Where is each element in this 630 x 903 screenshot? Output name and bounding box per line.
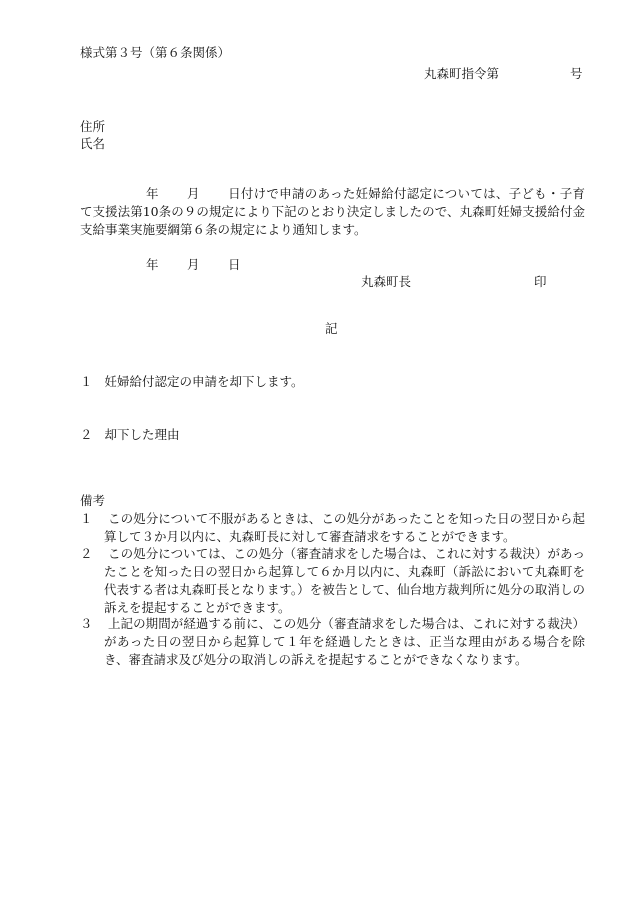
intro-body: 日付けで申請のあった妊婦給付認定については、子ども・子育て支援法第10条の９の規定により下記のとおり決定しましたので、丸森町妊婦支援給付金支給事業実施要綱第６条の規定により通知します。 xyxy=(80,186,585,237)
remark-note-1 xyxy=(80,510,585,546)
form-label: 様式第３号（第６条関係） xyxy=(80,45,231,60)
remark-row xyxy=(80,615,585,669)
date-year: 年 xyxy=(146,257,159,272)
remarks-heading: 備考 xyxy=(80,493,106,508)
remark-text: この処分については、この処分（審査請求をした場合は、これに対する裁決）があったことを知った日の翌日から起算して６か月以内に、丸森町（訴訟において丸森町を代表する者は丸森町長となります。）を被告として、仙台地方裁判所に処分の取消しの訴えを提起することができます。 xyxy=(104,546,585,615)
remark-text: 上記の期間が経過する前に、この処分（審査請求をした場合は、これに対する裁決）があった日の翌日から起算して１年を経過したときは、正当な理由がある場合を除き、審査請求及び処分の取消しの訴えを提起することができなくなります。 xyxy=(104,616,585,667)
item-number: ２ xyxy=(80,427,93,442)
item-2 xyxy=(80,426,180,444)
remark-number: ３ xyxy=(80,616,93,631)
date-day: 日 xyxy=(228,257,241,272)
remark-number: １ xyxy=(80,511,93,526)
remark-text: この処分について不服があるときは、この処分があったことを知った日の翌日から起算して３か月以内に、丸森町長に対して審査請求をすることができます。 xyxy=(104,511,585,544)
seal-mark: 印 xyxy=(534,274,547,289)
item-number: １ xyxy=(80,374,93,389)
item-text: 却下した理由 xyxy=(104,427,180,442)
notice-number-prefix: 丸森町指令第 xyxy=(424,66,500,81)
item-text: 妊婦給付認定の申請を却下します。 xyxy=(104,374,304,389)
remark-number: ２ xyxy=(80,546,93,561)
remark-note-3 xyxy=(80,615,585,669)
remark-row xyxy=(80,545,585,617)
date-month: 月 xyxy=(187,257,200,272)
intro-paragraph xyxy=(80,185,585,239)
remark-note-2 xyxy=(80,545,585,617)
remark-row xyxy=(80,510,585,546)
name-label: 氏名 xyxy=(80,136,106,151)
item-1 xyxy=(80,373,304,391)
intro-year: 年 xyxy=(146,186,159,201)
issuer-title: 丸森町長 xyxy=(361,274,412,289)
ki-heading: 記 xyxy=(325,321,338,336)
notice-number-suffix: 号 xyxy=(570,66,583,81)
address-label: 住所 xyxy=(80,119,106,134)
intro-month: 月 xyxy=(186,186,200,201)
